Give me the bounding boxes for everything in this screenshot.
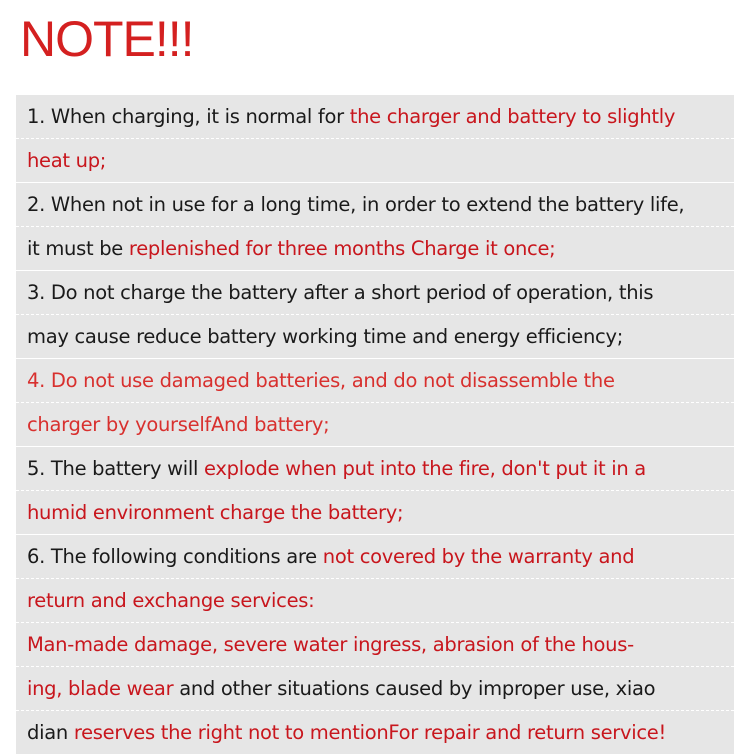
note-line	[16, 535, 734, 579]
note-text: 2. When not in use for a long time, in order to extend the battery life,	[27, 193, 685, 216]
notes-list	[16, 95, 734, 755]
note-line	[16, 491, 734, 534]
note-line	[16, 95, 734, 139]
note-line	[16, 579, 734, 623]
note-text: 6. The following conditions are	[27, 545, 323, 568]
note-line	[16, 271, 734, 315]
note-text: 3. Do not charge the battery after a short period of operation, this	[27, 281, 654, 304]
note-line	[16, 403, 734, 446]
note-highlight: humid environment charge the battery;	[27, 501, 404, 524]
note-text: and other situations caused by improper use, xiao	[173, 677, 656, 700]
note-highlight: 4. Do not use damaged batteries, and do not disassemble the	[27, 369, 615, 392]
note-text: may cause reduce battery working time and energy efficiency;	[27, 325, 623, 348]
note-4	[16, 359, 734, 447]
note-6	[16, 535, 734, 755]
note-highlight: Man-made damage, severe water ingress, abrasion of the hous-	[27, 633, 634, 656]
note-2	[16, 183, 734, 271]
note-highlight: the charger and battery to slightly	[349, 105, 676, 128]
note-line	[16, 359, 734, 403]
note-highlight: heat up;	[27, 149, 107, 172]
note-line	[16, 227, 734, 270]
note-line	[16, 183, 734, 227]
note-line	[16, 667, 734, 711]
note-text: dian	[27, 721, 74, 744]
note-3	[16, 271, 734, 359]
note-text: 1. When charging, it is normal for	[27, 105, 350, 128]
note-highlight: not covered by the warranty and	[322, 545, 635, 568]
note-line	[16, 139, 734, 182]
page-title: NOTE!!!	[20, 11, 194, 67]
note-line	[16, 711, 734, 754]
note-text: 5. The battery will	[27, 457, 205, 480]
note-text: it must be	[27, 237, 129, 260]
note-line	[16, 315, 734, 358]
note-highlight: replenished for three months Charge it once;	[128, 237, 556, 260]
note-highlight: explode when put into the fire, don't put it in a	[204, 457, 646, 480]
note-5	[16, 447, 734, 535]
note-line	[16, 447, 734, 491]
note-highlight: charger by yourselfAnd battery;	[27, 413, 330, 436]
note-highlight: ing, blade wear	[27, 677, 174, 700]
note-line	[16, 623, 734, 667]
note-highlight: return and exchange services:	[27, 589, 315, 612]
note-1	[16, 95, 734, 183]
note-highlight: reserves the right not to mentionFor repair and return service!	[73, 721, 666, 744]
